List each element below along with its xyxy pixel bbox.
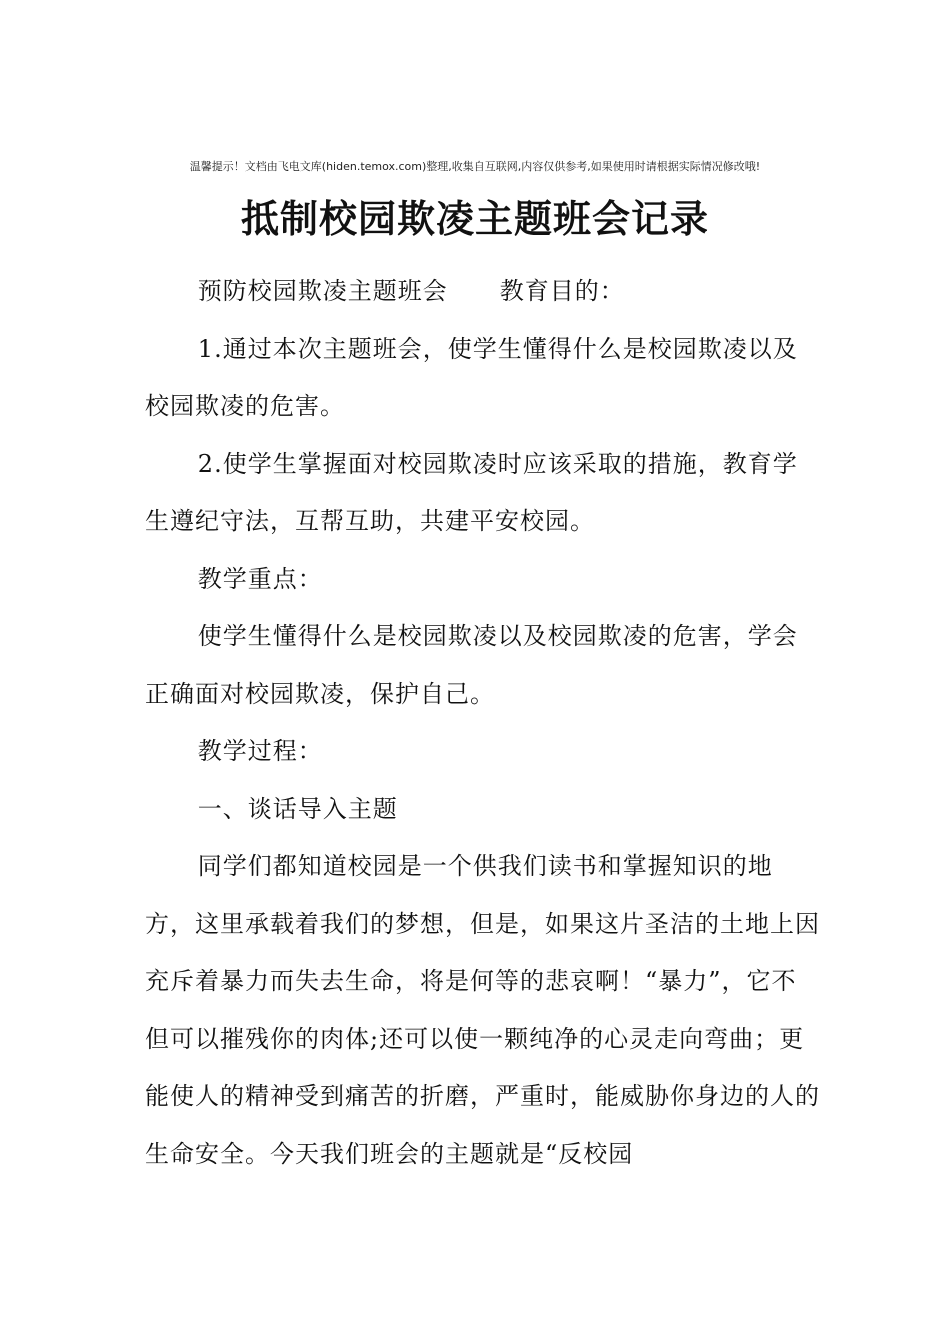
paragraph-goal-1: 1.通过本次主题班会，使学生懂得什么是校园欺凌以及校园欺凌的危害。 — [145, 334, 798, 420]
paragraph-process-heading: 教学过程： — [197, 737, 323, 765]
paragraph-key-points-heading: 教学重点： — [197, 564, 323, 593]
paragraph-intro — [145, 263, 821, 321]
class-meeting-label: 预防校园欺凌主题班会 — [197, 277, 448, 305]
document-body — [145, 263, 821, 1183]
document-title: 抵制校园欺凌主题班会记录 — [240, 197, 709, 241]
education-goal-label: 教育目的： — [499, 277, 625, 305]
paragraph-section-1-heading: 一、谈话导入主题 — [197, 794, 398, 823]
header-notice: 温馨提示！文档由飞电文库(hiden.temox.com)整理,收集自互联网,内容仅供参考,如果使用时请根据实际情况修改哦! — [189, 160, 761, 173]
paragraph-key-points: 使学生懂得什么是校园欺凌以及校园欺凌的危害，学会正确面对校园欺凌，保护自己。 — [145, 622, 798, 708]
paragraph-section-1-text: 同学们都知道校园是一个供我们读书和掌握知识的地方，这里承载着我们的梦想，但是，如果这片圣洁的土地上因充斥着暴力而失去生命，将是何等的悲哀啊！“暴力”，它不但可以摧残你的肉体;还可以使一颗纯净的心灵走向弯曲；更能使人的精神受到痛苦的折磨，严重时，能威胁你身边的人的生命安全。今天我们班会的主题就是“反校园 — [145, 852, 820, 1168]
paragraph-goal-2: 2.使学生掌握面对校园欺凌时应该采取的措施，教育学生遵纪守法，互帮互助，共建平安校园。 — [145, 449, 798, 535]
